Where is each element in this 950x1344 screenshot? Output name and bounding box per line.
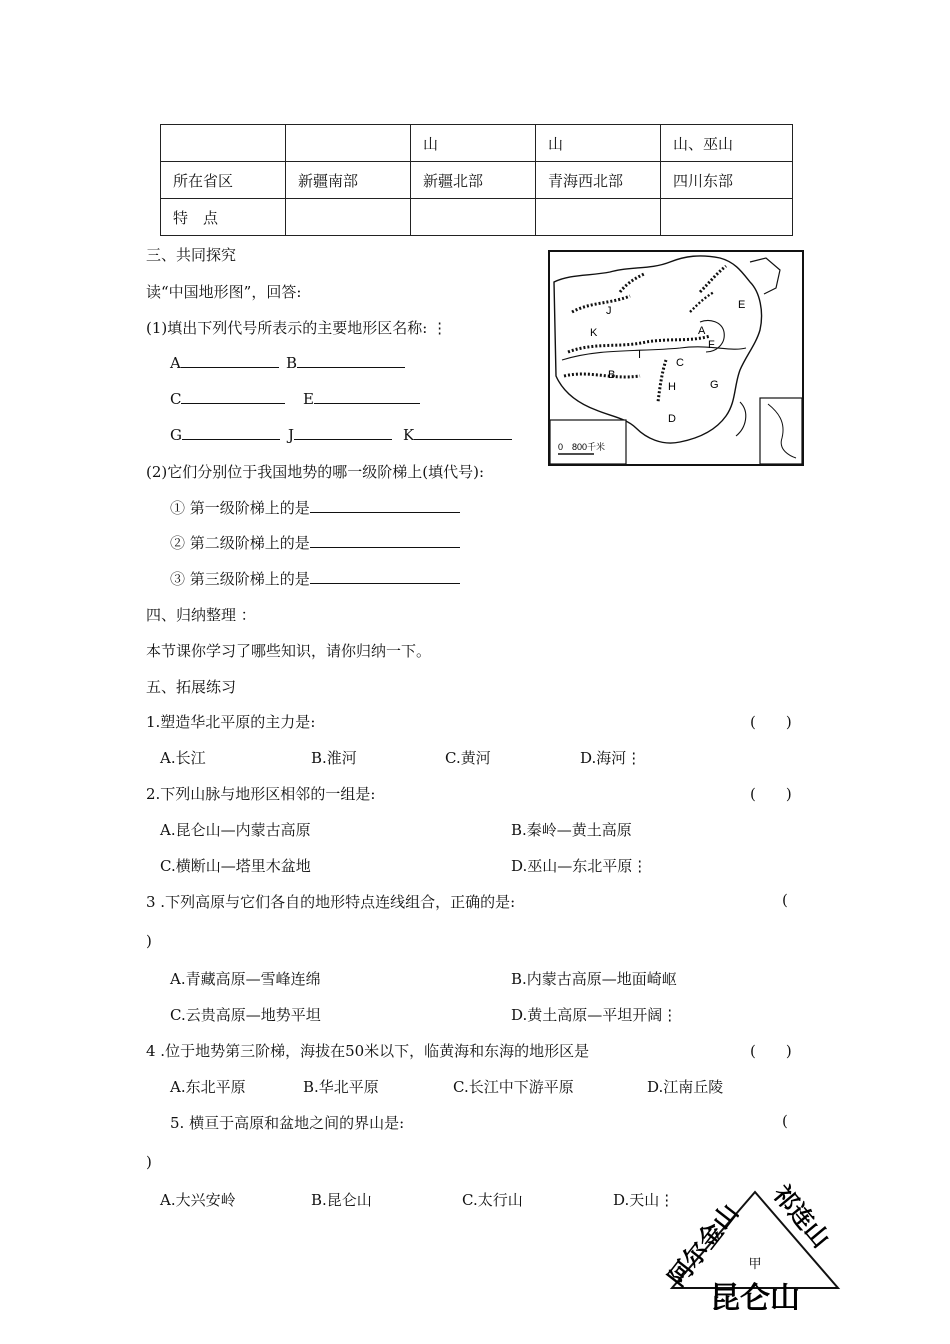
table-cell: 四川东部 — [661, 162, 793, 199]
question-text: 4 .位于地势第三阶梯，海拔在50米以下，临黄海和东海的地形区是 — [146, 1042, 590, 1060]
fill-blank: G — [170, 425, 280, 444]
table-cell — [286, 199, 411, 236]
fill-blank: A — [170, 353, 279, 372]
fill-blank: K — [403, 425, 512, 444]
map-label: A — [698, 325, 706, 337]
option-text: B.秦岭—黄土高原 — [511, 821, 632, 839]
table-cell: 山 — [411, 125, 536, 162]
fill-blank: B — [286, 353, 405, 372]
option-text: D.天山⋮ — [613, 1191, 675, 1209]
map-label: I — [638, 349, 642, 361]
option-text: A.昆仑山—内蒙古高原 — [160, 821, 311, 839]
section-heading: 三、共同探究 — [146, 246, 237, 264]
table-cell: 山 — [536, 125, 661, 162]
map-label: K — [590, 327, 598, 339]
map-drawing — [550, 252, 802, 464]
answer-bracket: ( ) — [750, 713, 792, 731]
map-label: G — [710, 379, 719, 391]
table-cell — [286, 125, 411, 162]
triangle-center-label: 甲 — [748, 1257, 762, 1272]
option-text: B.昆仑山 — [311, 1191, 372, 1209]
fill-blank: C — [170, 389, 285, 408]
fill-blank: ③ 第三级阶梯上的是 — [170, 568, 460, 589]
fill-blank: E — [303, 389, 420, 408]
option-text: C.云贵高原—地势平坦 — [170, 1006, 321, 1024]
option-text: B.内蒙古高原—地面崎岖 — [511, 970, 677, 988]
instruction-text: 本节课你学习了哪些知识，请你归纳一下。 — [146, 642, 432, 660]
table-cell — [411, 199, 536, 236]
triangle-left-label: 阿尔金山 — [661, 1198, 744, 1292]
map-label: E — [738, 299, 746, 311]
section-heading: 四、归纳整理 ： — [146, 606, 256, 624]
triangle-right-label: 祁连山 — [767, 1180, 836, 1254]
table-row — [161, 162, 793, 199]
answer-bracket-open: ( — [782, 891, 788, 909]
question-text: 2.下列山脉与地形区相邻的一组是: — [146, 785, 376, 803]
table-cell: 山、巫山 — [661, 125, 793, 162]
table-cell: 新疆南部 — [286, 162, 411, 199]
option-text: D.黄土高原—平坦开阔⋮ — [511, 1006, 678, 1024]
question-text: (1)填出下列代号所表示的主要地形区名称: ⋮ — [146, 319, 448, 337]
question-text: 1.塑造华北平原的主力是: — [146, 713, 316, 731]
answer-bracket: ( ) — [750, 1042, 792, 1060]
triangle-bottom-label: 昆仑山 — [710, 1281, 800, 1310]
option-text: D.巫山—东北平原⋮ — [511, 857, 648, 875]
map-label: D — [668, 413, 676, 425]
map-label: J — [606, 305, 612, 317]
map-label: B — [608, 369, 616, 381]
option-text: B.淮河 — [311, 749, 357, 767]
question-text: 5. 横亘于高原和盆地之间的界山是: — [170, 1114, 405, 1132]
fill-blank: ① 第一级阶梯上的是 — [170, 497, 460, 518]
question-text: 3 .下列高原与它们各自的地形特点连线组合，正确的是: — [146, 893, 516, 911]
instruction-text: 读“中国地形图”，回答: — [146, 283, 302, 301]
map-scale-label: 0 800千米 — [558, 442, 606, 452]
option-text: C.黄河 — [445, 749, 491, 767]
answer-bracket-close: ) — [146, 932, 152, 950]
map-label: H — [668, 381, 676, 393]
option-text: C.长江中下游平原 — [453, 1078, 574, 1096]
table-cell — [161, 125, 286, 162]
option-text: D.海河⋮ — [580, 749, 642, 767]
option-text: C.横断山—塔里木盆地 — [160, 857, 311, 875]
answer-bracket-close: ) — [146, 1153, 152, 1171]
table-cell: 所在省区 — [161, 162, 286, 199]
table-cell: 青海西北部 — [536, 162, 661, 199]
question-text: (2)它们分别位于我国地势的哪一级阶梯上(填代号): — [146, 463, 485, 481]
china-terrain-map — [548, 250, 804, 466]
option-text: A.东北平原 — [170, 1078, 246, 1096]
option-text: C.太行山 — [462, 1191, 523, 1209]
fill-blank: ② 第二级阶梯上的是 — [170, 532, 460, 553]
mountains-table — [160, 124, 793, 236]
option-text: D.江南丘陵 — [647, 1078, 724, 1096]
fill-blank: J — [288, 425, 392, 444]
table-cell — [661, 199, 793, 236]
section-heading: 五、拓展练习 — [146, 678, 237, 696]
map-label: F — [708, 339, 715, 351]
table-cell: 特 点 — [161, 199, 286, 236]
option-text: A.大兴安岭 — [160, 1191, 236, 1209]
table-row — [161, 199, 793, 236]
answer-bracket-open: ( — [782, 1112, 788, 1130]
option-text: A.青藏高原—雪峰连绵 — [170, 970, 321, 988]
table-row — [161, 125, 793, 162]
option-text: B.华北平原 — [303, 1078, 379, 1096]
triangle-drawing — [660, 1180, 850, 1310]
mountain-triangle-diagram — [660, 1180, 850, 1310]
table-cell: 新疆北部 — [411, 162, 536, 199]
answer-bracket: ( ) — [750, 785, 792, 803]
option-text: A.长江 — [160, 749, 206, 767]
table-cell — [536, 199, 661, 236]
map-label: C — [676, 357, 684, 369]
